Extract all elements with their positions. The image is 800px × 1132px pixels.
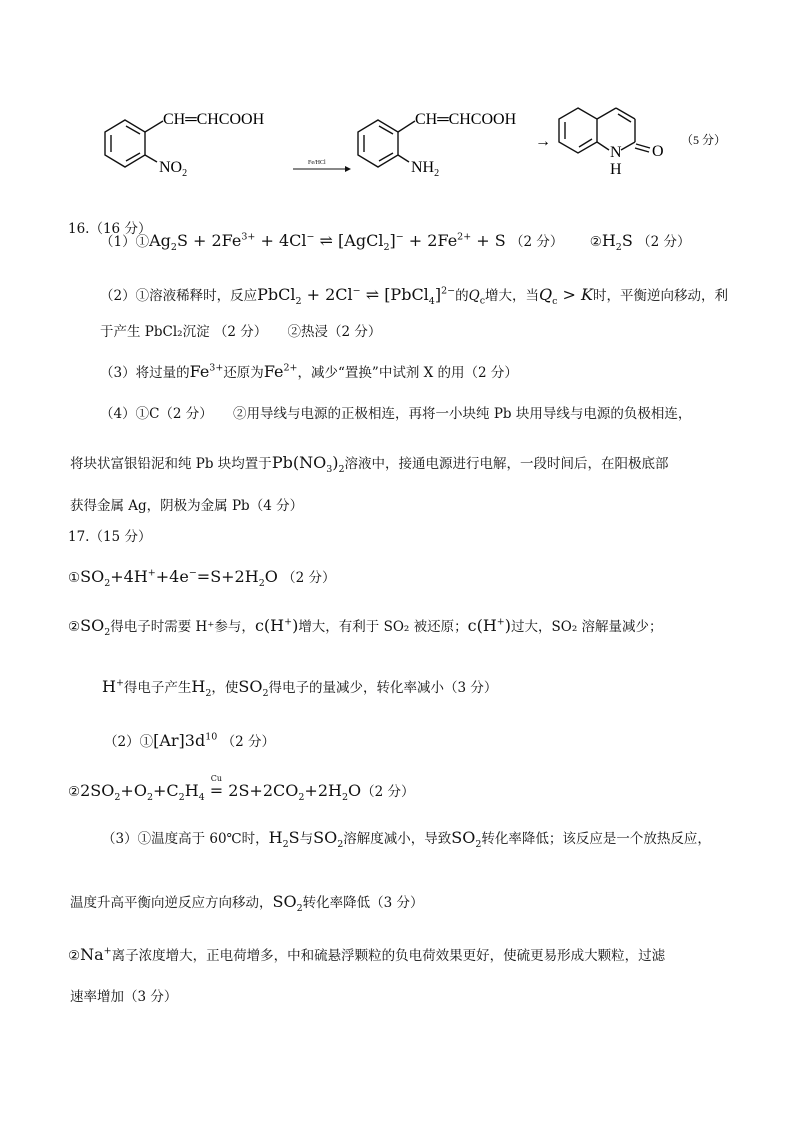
q17-part1-text-e: SO₂ 溶解量减少； <box>551 619 663 635</box>
q17-part3-text-g: 离子浓度增大，正电荷增多，中和硫悬浮颗粒的负电荷效果更好，使硫更易形成大颗粒，过滤 <box>111 948 666 964</box>
q17-part1-line1 <box>68 567 336 590</box>
q16-part3-line <box>100 363 518 382</box>
q17-part3-text-c: 溶解度减小，导致 <box>343 831 452 847</box>
q16-fe2-ion: $Fe^{2+}$ <box>263 362 298 381</box>
q17-heading: 17.（15 分） <box>68 529 152 545</box>
q17-electron-config: $[Ar]3d^{10}$ <box>153 731 218 750</box>
q16-part1-score: （2 分） <box>510 234 564 250</box>
q16-part2-line1: （2）①溶液稀释时，反应PbCl$_2$ + 2Cl− ⇌ [PbCl$_4$]$^{2-}$的$Q_c$增大，当$Q_c > K$时，平衡逆向移动，利 <box>100 285 728 308</box>
nitro-cinnamic-acid-structure <box>105 120 163 167</box>
q16-h2s-formula: $H_2S$ <box>601 231 633 254</box>
q16-part4-line1: （4）①C（2 分） ②用导线与电源的正极相连，再将一小块纯 Pb 块用导线与电源的负极相连， <box>100 406 692 422</box>
quinolinone-n-label: N <box>610 144 622 161</box>
q17-part3-line2 <box>70 892 424 915</box>
q16-part2-line2: 于产生 PbCl₂沉淀 （2 分） ②热浸（2 分） <box>100 324 382 340</box>
q17-part3-line4: 速率增加（3 分） <box>70 989 178 1005</box>
q16-part1-label: （1）① <box>100 234 150 250</box>
q17-ch-plus-1: c(H+) <box>254 616 299 635</box>
q16-fe3-ion: $Fe^{3+}$ <box>189 362 224 381</box>
q16-heading: 16.（16 分） <box>68 221 152 237</box>
q16-part3-text-c: ，减少“置换”中试剂 X 的用（2 分） <box>297 365 518 381</box>
m2-chain-label: CH═CHCOOH <box>415 111 517 128</box>
q17-part1-mark: ① <box>68 570 81 586</box>
q17-part1-score: （2 分） <box>282 570 336 586</box>
q16-part2-text-c: 增大，当 <box>485 288 540 304</box>
q16-part4-line3: 获得金属 Ag，阴极为金属 Pb（4 分） <box>70 498 304 514</box>
q17-part1-text-g: ，使 <box>211 680 239 696</box>
q17-h-plus: H+ <box>102 677 124 696</box>
q17-ch-plus-2: c(H+) <box>467 616 511 635</box>
q17-part1-line2 <box>68 616 663 639</box>
q16-part4-text-b: 溶液中，接通电源进行电解，一段时间后，在阳极底部 <box>344 456 669 472</box>
q16-part2-text-b: 的 <box>455 288 469 304</box>
scheme-score: （5 分） <box>681 133 727 147</box>
q17-part2-score2: （2 分） <box>361 784 415 800</box>
q17-part2-label: （2）① <box>104 734 154 750</box>
quinolinone-o-label: O <box>652 143 664 160</box>
q16-part4-line2 <box>70 453 669 476</box>
q16-qc-gt-k: $Q_c > K$ <box>539 285 593 308</box>
q17-part3-text-f: 转化率降低（3 分） <box>302 895 424 911</box>
q16-part1-score2: （2 分） <box>637 234 691 250</box>
reaction-scheme <box>95 92 775 192</box>
q16-equation-2: PbCl$_2$ + 2Cl− ⇌ [PbCl$_4$]$^{2-}$ <box>257 285 456 308</box>
amino-cinnamic-acid-structure <box>358 120 415 167</box>
q17-catalyst-label: Cu <box>210 774 223 783</box>
q17-so2-formula-4: $SO_2$ <box>451 828 482 851</box>
q17-part3-line3 <box>68 946 665 965</box>
q17-part1-mark2: ② <box>68 619 81 635</box>
q17-h2-formula: $H_2$ <box>191 677 212 700</box>
q17-part1-text-d: 过大， <box>511 619 552 635</box>
m1-chain-label: CH═CHCOOH <box>163 111 265 128</box>
q16-equation-1: $Ag_2S + 2Fe^{3+} + 4Cl^-$ ⇌ [AgCl$_2$]− + $2Fe^{2+} + S$ <box>149 231 506 254</box>
q17-part3-text-e: 温度升高平衡向逆反应方向移动， <box>70 895 273 911</box>
q17-part1-line3 <box>102 677 498 700</box>
q16-part3-text-a: （3）将过量的 <box>100 365 190 381</box>
q17-part2-line2 <box>68 774 415 804</box>
q17-part3-text-a: （3）①温度高于 60℃时， <box>102 831 269 847</box>
quinolinone-h-label: H <box>610 161 622 178</box>
reagent-label: Fe/HCl <box>308 160 326 166</box>
q16-pbno3-formula: $Pb(NO_3)_2$ <box>271 453 345 476</box>
reaction-arrow-2: → <box>535 133 551 150</box>
q17-so2-formula-5: $SO_2$ <box>272 892 303 915</box>
q17-part1-text-h: 得电子的量减少，转化率减小（3 分） <box>268 680 498 696</box>
q17-so2-formula-3: $SO_2$ <box>313 828 344 851</box>
m1-nitro-label: $NO_2$ <box>159 159 188 179</box>
q17-part2-line1 <box>104 732 275 751</box>
q17-part3-mark2: ② <box>68 948 81 964</box>
q16-part3-text-b: 还原为 <box>223 365 264 381</box>
q16-part1-mark2: ② <box>589 234 602 250</box>
q17-part3-text-b: 与 <box>299 831 314 847</box>
q17-part3-text-d: 转化率降低；该反应是一个放热反应， <box>481 831 711 847</box>
q17-equation-1: $SO_2+4H^++4e^-=S+2H_2O$ <box>80 567 278 590</box>
q16-part4-text-a: 将块状富银铅泥和纯 Pb 块均置于 <box>70 456 272 472</box>
q17-part2-mark2: ② <box>68 784 81 800</box>
q16-part1-line <box>100 231 691 254</box>
m2-amino-label: $NH_2$ <box>411 159 440 179</box>
q17-h2s-formula: $H_2S$ <box>268 828 300 851</box>
q17-part1-text-b: 得电子时需要 H⁺参与， <box>110 619 255 635</box>
q16-part2-text-d: 时，平衡逆向移动，利 <box>593 288 728 304</box>
quinolinone-structure <box>559 108 650 153</box>
q17-equation-2: $2SO_2+O_2+C_2H_4$ = Cu $2S+2CO_2+2H_2O$ <box>80 781 361 800</box>
q16-part2-text-a: （2）①溶液稀释时，反应 <box>100 288 258 304</box>
q17-part2-score: （2 分） <box>221 734 275 750</box>
q17-so2-formula-2: $SO_2$ <box>238 677 269 700</box>
reaction-arrow-1-head <box>345 166 351 172</box>
q17-part1-text-c: 增大，有利于 SO₂ 被还原； <box>298 619 468 635</box>
q17-part3-line1 <box>102 828 711 851</box>
q17-na-ion: Na+ <box>80 945 112 964</box>
q17-so2-formula: $SO_2$ <box>80 616 111 639</box>
q17-part1-text-f: 得电子产生 <box>123 680 192 696</box>
